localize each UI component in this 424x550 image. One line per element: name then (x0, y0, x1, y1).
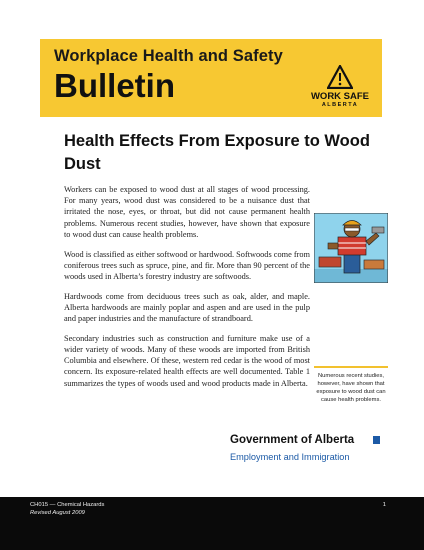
page-footer (0, 497, 424, 550)
paragraph-4: Secondary industries such as construction and furniture make use of a wider variety of woods. Many of these woods are imported from British Columbia and elsewhere. Of these, western red cedar is the wood of most concern. Its exposure-related health effects are well documented. Table 1 summarizes the types of woods used and wood products made in Alberta. (64, 333, 310, 388)
warning-triangle-icon (327, 65, 353, 89)
department-name: Employment and Immigration (230, 452, 350, 462)
government-square-icon (373, 436, 380, 444)
footer-page-number: 1 (382, 502, 386, 508)
footer-document-code: CH015 — Chemical Hazards (30, 502, 105, 508)
paragraph-3: Hardwoods come from deciduous trees such as oak, alder, and maple. Alberta hardwoods are mainly poplar and aspen and are used in the pulp and paper industries and the manufacture of strandboard. (64, 291, 310, 324)
government-of-alberta-logo (230, 434, 390, 474)
banner-title: Bulletin (54, 67, 175, 104)
work-safe-alberta-logo (308, 65, 372, 113)
logo-line-work-safe: WORK SAFE (310, 91, 370, 102)
banner-subtitle: Workplace Health and Safety (54, 47, 283, 65)
paragraph-2: Wood is classified as either softwood or hardwood. Softwoods come from coniferous trees such as spruce, pine, and fir. More than 90 percent of the woods used in Alberta’s forestry industry are softwoods. (64, 249, 310, 281)
bulletin-banner (40, 39, 382, 117)
article-title: Health Effects From Exposure to Wood Dust (64, 132, 370, 173)
article-body (64, 184, 310, 397)
carpenter-illustration (314, 213, 388, 283)
government-name: Government of Alberta (230, 434, 355, 446)
pull-quote: Numerous recent studies, however, have shown that exposure to wood dust can cause health problems. (314, 366, 388, 404)
footer-revised-date: Revised August 2009 (30, 510, 85, 516)
paragraph-1: Workers can be exposed to wood dust at all stages of wood processing. For many years, wood dust was considered to be a nuisance dust that irritated the nose, eyes, or throat, but did not cause permanent health problems. Numerous recent studies, however, have shown that exposure to wood dust can cause health problems. (64, 185, 310, 239)
logo-line-alberta: ALBERTA (321, 102, 359, 108)
